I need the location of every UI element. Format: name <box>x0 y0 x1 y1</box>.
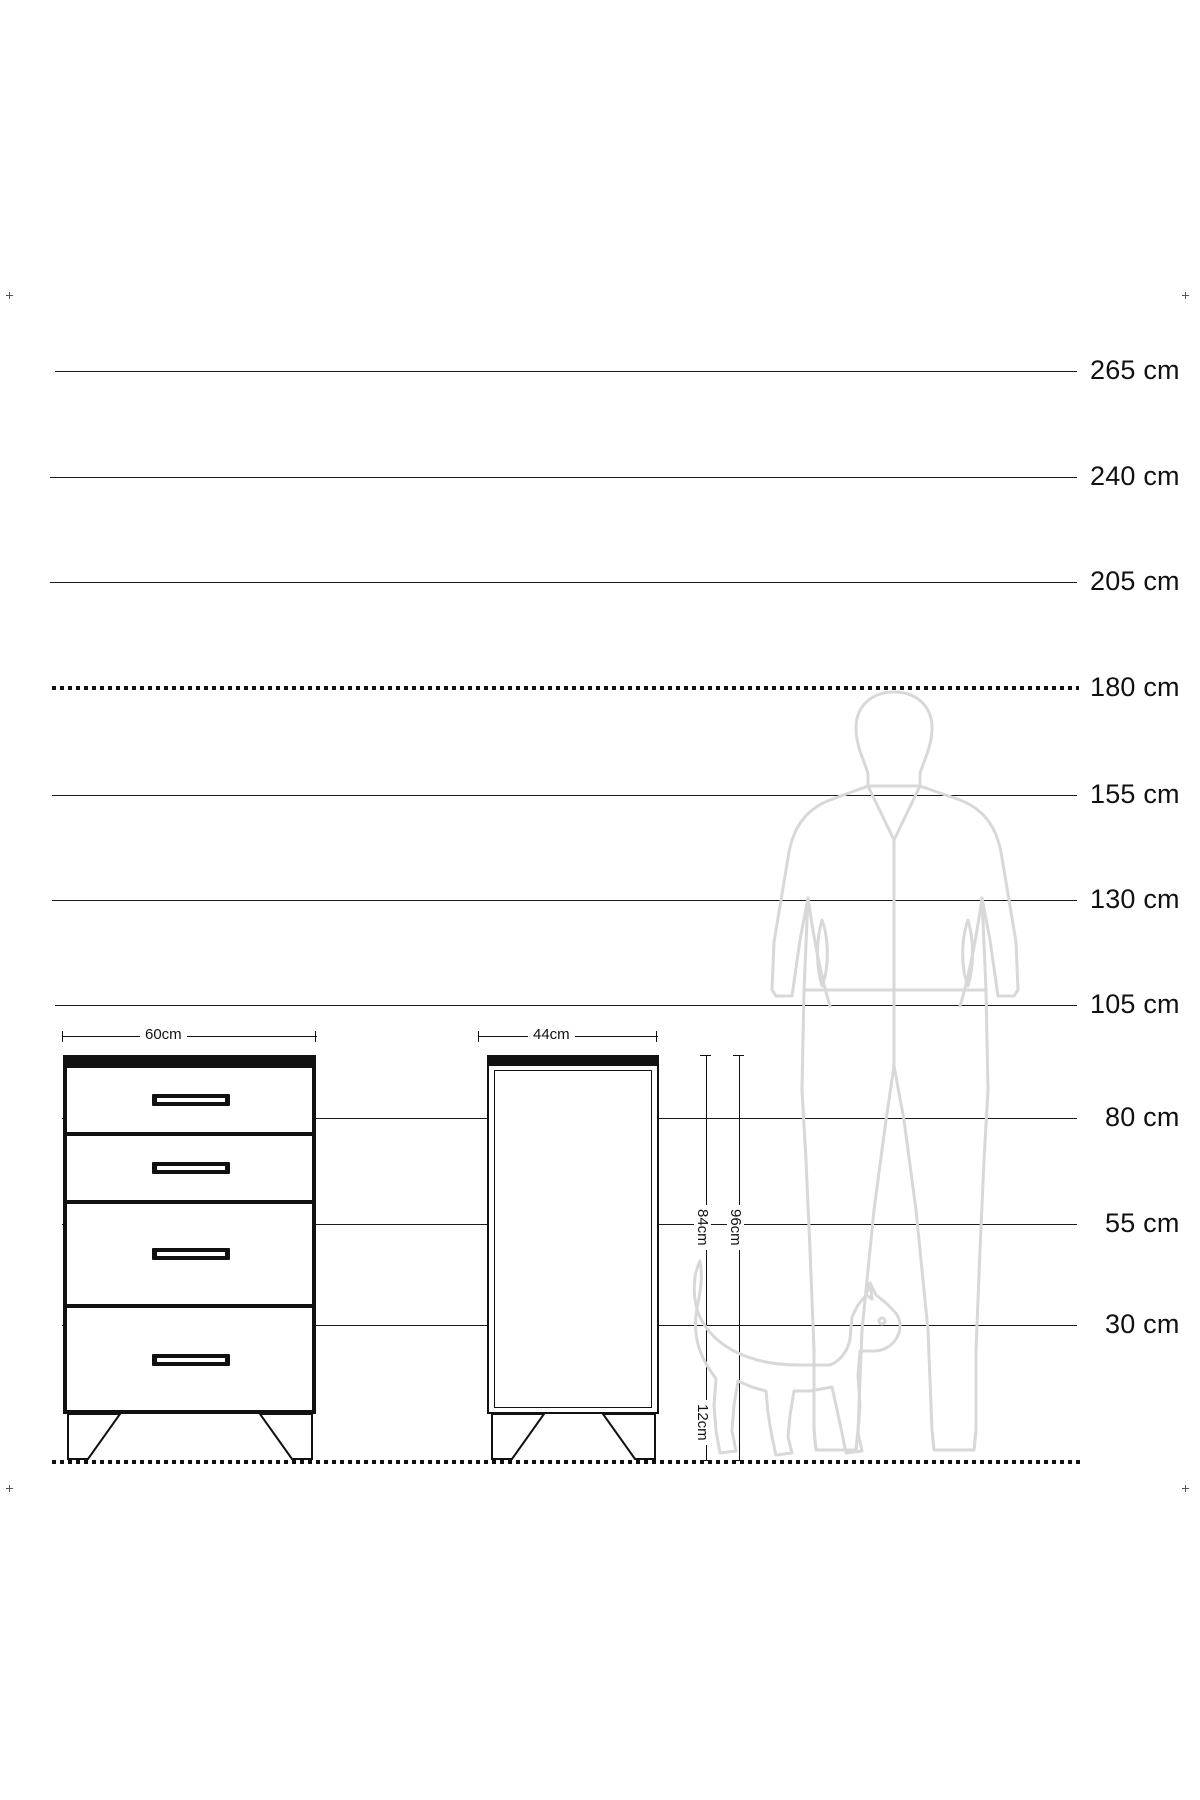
chest-handle-4[interactable] <box>152 1354 230 1366</box>
chest-handle-3[interactable] <box>152 1248 230 1260</box>
chest-leg-right <box>258 1413 314 1461</box>
scale-label-80: 80 cm <box>1105 1102 1180 1132</box>
dimension-chest-width-label: 60cm <box>140 1026 187 1043</box>
corner-mark-top-left <box>6 292 13 299</box>
corner-mark-bottom-left <box>6 1485 13 1492</box>
dimension-cabinet-width-label: 44cm <box>528 1026 575 1043</box>
scale-line-265 <box>55 371 1077 372</box>
scale-label-205: 205 cm <box>1090 566 1180 596</box>
scale-label-55: 55 cm <box>1105 1208 1180 1238</box>
chest-handle-2[interactable] <box>152 1162 230 1174</box>
dimension-leg-height-label: 12cm <box>694 1400 711 1445</box>
dimension-body-height-label: 84cm <box>694 1205 711 1250</box>
cabinet-top-panel <box>487 1055 659 1064</box>
dimension-cabinet-width <box>478 1025 658 1047</box>
scale-label-105: 105 cm <box>1090 989 1180 1019</box>
cat-silhouette <box>690 1255 905 1465</box>
scale-label-155: 155 cm <box>1090 779 1180 809</box>
scale-line-240 <box>50 477 1077 478</box>
corner-mark-top-right <box>1182 292 1189 299</box>
scale-line-205 <box>50 582 1077 583</box>
dimension-chest-width <box>62 1025 317 1047</box>
cabinet-leg-right <box>601 1413 657 1461</box>
scale-label-130: 130 cm <box>1090 884 1180 914</box>
cabinet-leg-left <box>490 1413 546 1461</box>
chest-top-panel <box>63 1055 316 1064</box>
scale-label-30: 30 cm <box>1105 1309 1180 1339</box>
scale-label-265: 265 cm <box>1090 355 1180 385</box>
chest-leg-left <box>66 1413 122 1461</box>
corner-mark-bottom-right <box>1182 1485 1189 1492</box>
dimension-total-height-label: 96cm <box>727 1205 744 1250</box>
scale-label-180: 180 cm <box>1090 672 1180 702</box>
chest-handle-1[interactable] <box>152 1094 230 1106</box>
cabinet-door[interactable] <box>494 1070 652 1408</box>
scale-label-240: 240 cm <box>1090 461 1180 491</box>
